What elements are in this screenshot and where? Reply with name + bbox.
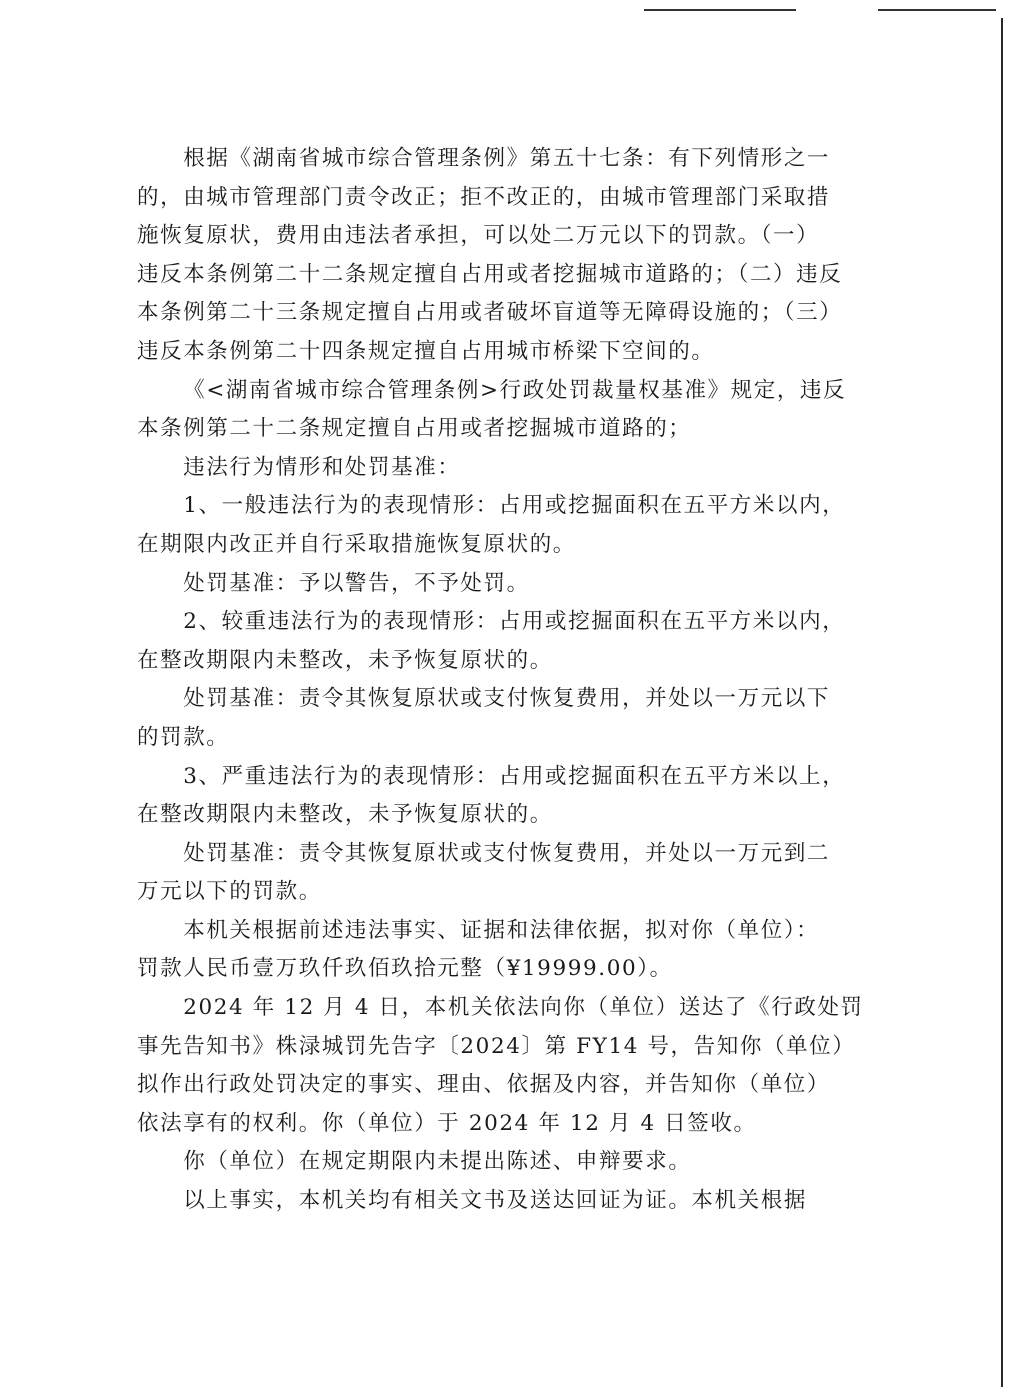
text-line: 根据《湖南省城市综合管理条例》第五十七条：有下列情形之一 — [183, 146, 831, 171]
paragraph-notice-served — [137, 989, 864, 1143]
text-line: 处罚基准：予以警告，不予处罚。 — [183, 570, 530, 596]
paragraph-no-statement — [137, 1143, 849, 1182]
text-line: 2、较重违法行为的表现情形：占用或挖掘面积在五平方米以内， — [183, 609, 846, 635]
text-line: 的罚款。 — [137, 724, 230, 750]
text-line: 罚款人民币壹万玖仟玖佰玖拾元整（¥19999.00）。 — [137, 956, 673, 982]
text-line: 3、严重违法行为的表现情形：占用或挖掘面积在五平方米以上， — [183, 763, 846, 789]
document-body — [137, 140, 864, 1221]
paragraph-evidence — [137, 1182, 849, 1221]
paragraph-serious-violation — [137, 603, 849, 680]
text-line: 施恢复原状，费用由违法者承担，可以处二万元以下的罚款。（一） — [137, 223, 820, 249]
paragraph-heading-situations — [137, 449, 849, 488]
text-line: 本条例第二十三条规定擅自占用或者破坏盲道等无障碍设施的；（三） — [137, 300, 843, 326]
page-edge-line — [1001, 18, 1003, 1387]
scan-mark-line — [878, 9, 996, 11]
paragraph-discretion-standard — [137, 372, 849, 449]
paragraph-legal-basis — [137, 140, 849, 372]
paragraph-serious-penalty — [137, 680, 849, 757]
text-line: 拟作出行政处罚决定的事实、理由、依据及内容，并告知你（单位） — [137, 1072, 831, 1098]
text-line: 你（单位）在规定期限内未提出陈述、申辩要求。 — [183, 1149, 692, 1175]
text-line: 本条例第二十二条规定擅自占用或者挖掘城市道路的； — [137, 416, 692, 442]
scan-mark-line — [644, 9, 796, 11]
text-line: 在期限内改正并自行采取措施恢复原状的。 — [137, 531, 576, 557]
paragraph-severe-violation — [137, 758, 849, 835]
text-line: 在整改期限内未整改，未予恢复原状的。 — [137, 802, 553, 828]
text-line: 处罚基准：责令其恢复原状或支付恢复费用，并处以一万元到二 — [183, 840, 831, 866]
paragraph-severe-penalty — [137, 835, 849, 912]
text-line: 1、一般违法行为的表现情形：占用或挖掘面积在五平方米以内， — [183, 493, 846, 519]
text-line: 违法行为情形和处罚基准： — [183, 454, 461, 480]
text-line: 依法享有的权利。你（单位）于 2024 年 12 月 4 日签收。 — [137, 1110, 757, 1136]
text-line: 《<湖南省城市综合管理条例>行政处罚裁量权基准》规定，违反 — [183, 377, 847, 403]
text-line: 万元以下的罚款。 — [137, 879, 322, 905]
paragraph-general-penalty — [137, 565, 849, 604]
text-line: 的，由城市管理部门责令改正；拒不改正的，由城市管理部门采取措 — [137, 184, 831, 210]
text-line: 违反本条例第二十二条规定擅自占用或者挖掘城市道路的；（二）违反 — [137, 261, 843, 287]
text-line: 以上事实，本机关均有相关文书及送达回证为证。本机关根据 — [183, 1188, 807, 1214]
text-line: 2024 年 12 月 4 日，本机关依法向你（单位）送达了《行政处罚 — [183, 995, 864, 1021]
text-line: 处罚基准：责令其恢复原状或支付恢复费用，并处以一万元以下 — [183, 686, 831, 712]
text-line: 违反本条例第二十四条规定擅自占用城市桥梁下空间的。 — [137, 338, 715, 364]
text-line: 本机关根据前述违法事实、证据和法律依据，拟对你（单位）： — [183, 917, 820, 943]
text-line: 事先告知书》株渌城罚先告字〔2024〕第 FY14 号，告知你（单位） — [137, 1033, 856, 1059]
paragraph-general-violation — [137, 487, 849, 564]
text-line: 在整改期限内未整改，未予恢复原状的。 — [137, 647, 553, 673]
paragraph-proposed-fine — [137, 912, 849, 989]
